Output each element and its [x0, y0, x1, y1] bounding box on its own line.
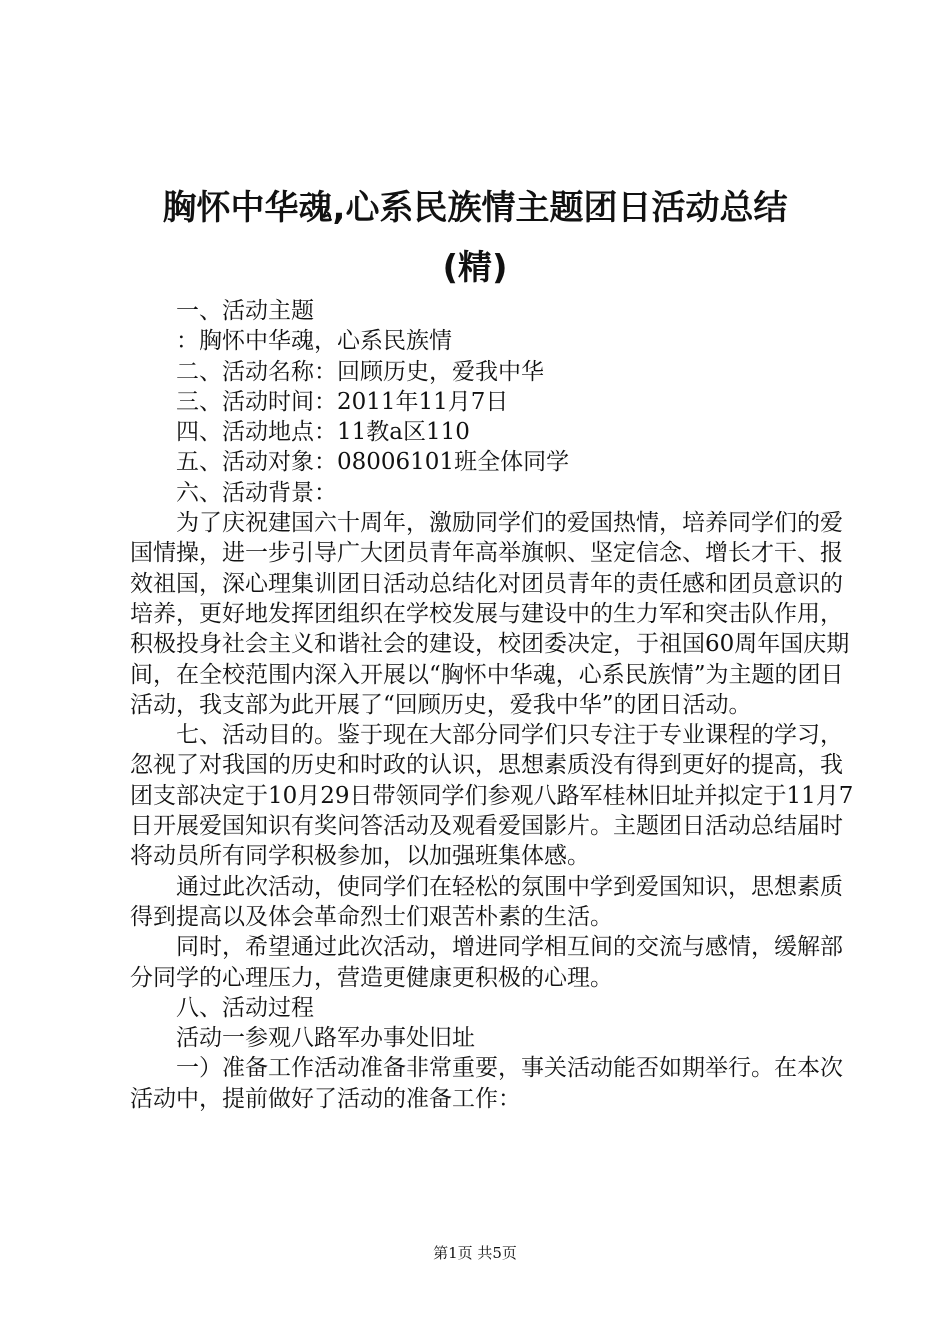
section-heading-theme: 一、活动主题	[176, 298, 314, 324]
goal-paragraph-2: 同时，希望通过此次活动，增进同学相互间的交流与感情，缓解部分同学的心理压力，营造更健康更积极的心理。	[130, 934, 843, 991]
background-paragraph: 为了庆祝建国六十周年，激励同学们的爱国热情，培养同学们的爱国情操，进一步引导广大团员青年高举旗帜、坚定信念、增长才干、报效祖国，深心理集训团日活动总结化对团员青年的责任感和团员意识的培养，更好地发挥团组织在学校发展与建设中的生力军和突击队作用，积极投身社会主义和谐社会的建设，校团委决定，于祖国60周年国庆期间，在全校范围内深入开展以“胸怀中华魂，心系民族情”为主题的团日活动，我支部为此开展了“回顾历史，爱我中华”的团日活动。	[130, 510, 850, 718]
activity-time: 三、活动时间：2011年11月7日	[176, 388, 509, 415]
document-body	[130, 296, 855, 1114]
goal-paragraph-1: 通过此次活动，使同学们在轻松的氛围中学到爱国知识，思想素质得到提高以及体会革命烈士们艰苦朴素的生活。	[130, 873, 843, 930]
document-title-line-1: 胸怀中华魂,心系民族情主题团日活动总结	[162, 188, 788, 228]
purpose-paragraph: 七、活动目的。鉴于现在大部分同学们只专注于专业课程的学习，忽视了对我国的历史和时政的认识，思想素质没有得到更好的提高，我团支部决定于10月29日带领同学们参观八路军桂林旧址并拟定于11月7日开展爱国知识有奖问答活动及观看爱国影片。主题团日活动总结届时将动员所有同学积极参加，以加强班集体感。	[130, 722, 854, 870]
page-number-footer: 第1页 共5页	[433, 1244, 517, 1262]
activity-name: 二、活动名称：回顾历史，爱我中华	[176, 358, 544, 385]
section-heading-background: 六、活动背景：	[176, 479, 337, 506]
activity-one-heading: 活动一参观八路军办事处旧址	[176, 1025, 475, 1052]
activity-participants: 五、活动对象：08006101班全体同学	[176, 449, 570, 476]
section-heading-process: 八、活动过程	[176, 994, 314, 1021]
document-title-line-2: (精)	[442, 248, 508, 288]
theme-text: ：胸怀中华魂，心系民族情	[176, 328, 452, 355]
activity-location: 四、活动地点：11教a区110	[176, 419, 470, 446]
preparation-paragraph: 一）准备工作活动准备非常重要，事关活动能否如期举行。在本次活动中，提前做好了活动的准备工作：	[130, 1055, 843, 1112]
